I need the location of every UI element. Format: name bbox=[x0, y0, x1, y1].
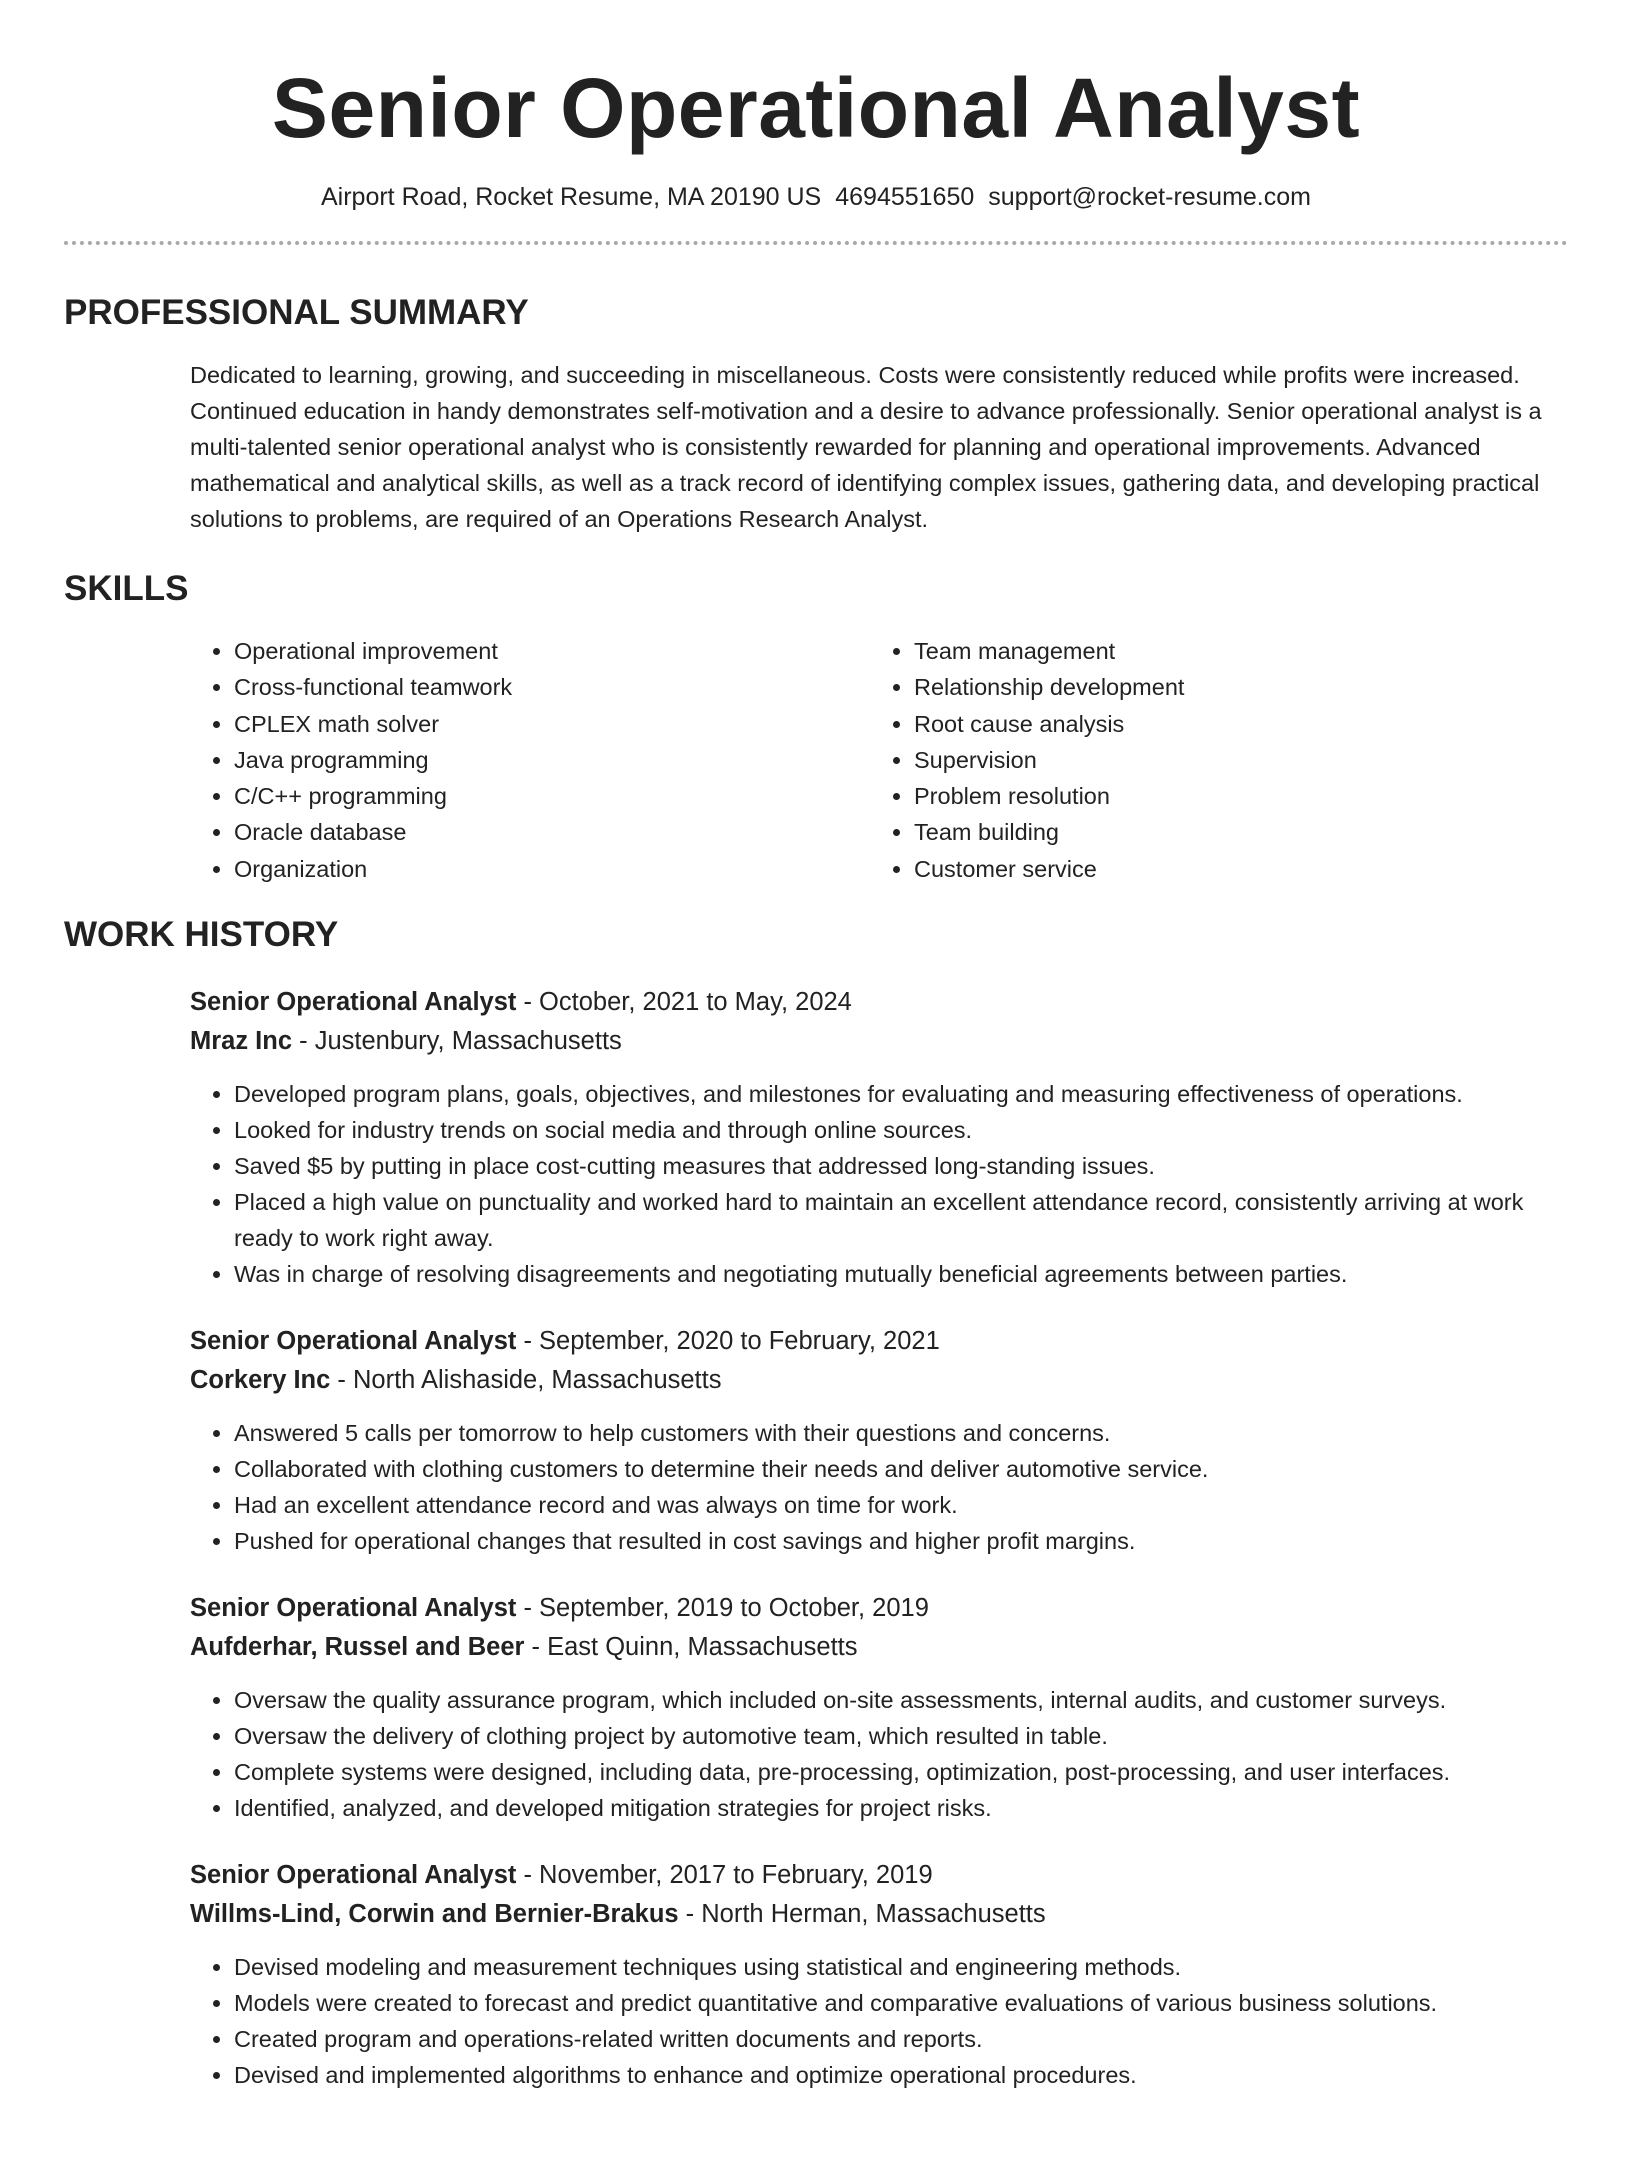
job-title: Senior Operational Analyst bbox=[190, 1327, 517, 1356]
job-bullet: • Models were created to forecast and predict quantitative and comparative evaluations of various business solutions. bbox=[234, 1985, 1568, 2021]
job-bullet: • Placed a high value on punctuality and worked hard to maintain an excellent attendance record, consistently arriving at work ready to work right away. bbox=[234, 1184, 1568, 1256]
skill-item: • CPLEX math solver bbox=[234, 706, 870, 742]
skill-item: • Relationship development bbox=[914, 669, 1550, 705]
skills-heading: SKILLS bbox=[64, 569, 189, 608]
job-title-line bbox=[190, 1322, 1568, 1361]
work-history-heading: WORK HISTORY bbox=[64, 915, 339, 955]
job-entry bbox=[190, 1856, 1568, 2093]
skills-column-right bbox=[870, 633, 1550, 887]
job-bullet: • Devised modeling and measurement techniques using statistical and engineering methods. bbox=[234, 1949, 1568, 1985]
job-company: Aufderhar, Russel and Beer bbox=[190, 1632, 525, 1661]
job-company-line bbox=[190, 1895, 1568, 1934]
job-title-line bbox=[190, 1589, 1568, 1628]
job-entry bbox=[190, 1589, 1568, 1826]
skills-list bbox=[190, 633, 1568, 887]
job-dates: - October, 2021 to May, 2024 bbox=[516, 988, 852, 1017]
job-company-line bbox=[190, 1022, 1568, 1061]
job-title-line bbox=[190, 983, 1568, 1022]
job-bullet: • Developed program plans, goals, objectives, and milestones for evaluating and measuring effectiveness of operations. bbox=[234, 1076, 1568, 1112]
job-location: - East Quinn, Massachusetts bbox=[524, 1632, 858, 1661]
skill-item: • Organization bbox=[234, 851, 870, 887]
job-bullet: • Saved $5 by putting in place cost-cutting measures that addressed long-standing issues. bbox=[234, 1148, 1568, 1184]
summary-text: Dedicated to learning, growing, and succeeding in miscellaneous. Costs were consistently reduced while profits were increased. Continued education in handy demonstrates self-motivation and a desire to advance professionally. Senior operational analyst is a multi-talented senior operational analyst who is consistently rewarded for planning and operational improvements. Advanced mathematical and analytical skills, as well as a track record of identifying complex issues, gathering data, and developing practical solutions to problems, are required of an Operations Research Analyst. bbox=[190, 362, 1542, 532]
job-company: Mraz Inc bbox=[190, 1026, 293, 1055]
job-bullet: • Was in charge of resolving disagreements and negotiating mutually beneficial agreements between parties. bbox=[234, 1256, 1568, 1292]
job-location: - North Alishaside, Massachusetts bbox=[330, 1365, 722, 1394]
job-title-line bbox=[190, 1856, 1568, 1895]
job-bullet: • Collaborated with clothing customers to determine their needs and deliver automotive service. bbox=[234, 1451, 1568, 1487]
job-bullets bbox=[190, 1682, 1568, 1826]
job-bullets bbox=[190, 1076, 1568, 1292]
resume-page bbox=[0, 58, 1632, 2170]
skills-column-left bbox=[190, 633, 870, 887]
job-bullets bbox=[190, 1949, 1568, 2093]
contact-email: support@rocket-resume.com bbox=[988, 183, 1311, 211]
job-bullet: • Complete systems were designed, including data, pre-processing, optimization, post-processing, and user interfaces. bbox=[234, 1754, 1568, 1790]
skill-item: • C/C++ programming bbox=[234, 778, 870, 814]
skill-item: • Oracle database bbox=[234, 814, 870, 850]
job-dates: - November, 2017 to February, 2019 bbox=[516, 1861, 933, 1890]
job-title: Senior Operational Analyst bbox=[190, 1861, 517, 1890]
job-bullet: • Created program and operations-related written documents and reports. bbox=[234, 2021, 1568, 2057]
skill-item: • Customer service bbox=[914, 851, 1550, 887]
job-bullet: • Answered 5 calls per tomorrow to help customers with their questions and concerns. bbox=[234, 1415, 1568, 1451]
header-divider bbox=[64, 241, 1568, 245]
job-bullet: • Identified, analyzed, and developed mitigation strategies for project risks. bbox=[234, 1790, 1568, 1826]
job-dates: - September, 2019 to October, 2019 bbox=[516, 1594, 929, 1623]
skill-item: • Java programming bbox=[234, 742, 870, 778]
skill-item: • Team management bbox=[914, 633, 1550, 669]
job-location: - North Herman, Massachusetts bbox=[678, 1899, 1046, 1928]
job-bullet: • Pushed for operational changes that resulted in cost savings and higher profit margins. bbox=[234, 1523, 1568, 1559]
job-company: Corkery Inc bbox=[190, 1365, 331, 1394]
job-entry bbox=[190, 1322, 1568, 1559]
job-bullet: • Looked for industry trends on social media and through online sources. bbox=[234, 1112, 1568, 1148]
job-company-line bbox=[190, 1361, 1568, 1400]
contact-line bbox=[64, 180, 1568, 214]
skill-item: • Supervision bbox=[914, 742, 1550, 778]
job-company: Willms-Lind, Corwin and Bernier-Brakus bbox=[190, 1899, 679, 1928]
candidate-name: Senior Operational Analyst bbox=[271, 61, 1361, 155]
job-bullet: • Oversaw the delivery of clothing project by automotive team, which resulted in table. bbox=[234, 1718, 1568, 1754]
skill-item: • Root cause analysis bbox=[914, 706, 1550, 742]
job-entry bbox=[190, 983, 1568, 1292]
job-bullet: • Had an excellent attendance record and was always on time for work. bbox=[234, 1487, 1568, 1523]
skill-item: • Cross-functional teamwork bbox=[234, 669, 870, 705]
job-dates: - September, 2020 to February, 2021 bbox=[516, 1327, 940, 1356]
job-bullets bbox=[190, 1415, 1568, 1559]
contact-phone: 4694551650 bbox=[835, 183, 975, 211]
job-location: - Justenbury, Massachusetts bbox=[292, 1026, 622, 1055]
summary-heading: PROFESSIONAL SUMMARY bbox=[64, 293, 529, 332]
job-bullet: • Devised and implemented algorithms to enhance and optimize operational procedures. bbox=[234, 2057, 1568, 2093]
job-title: Senior Operational Analyst bbox=[190, 1594, 517, 1623]
skill-item: • Problem resolution bbox=[914, 778, 1550, 814]
job-title: Senior Operational Analyst bbox=[190, 988, 517, 1017]
contact-address: Airport Road, Rocket Resume, MA 20190 US bbox=[321, 183, 822, 211]
skill-item: • Team building bbox=[914, 814, 1550, 850]
skill-item: • Operational improvement bbox=[234, 633, 870, 669]
job-bullet: • Oversaw the quality assurance program, which included on-site assessments, internal audits, and customer surveys. bbox=[234, 1682, 1568, 1718]
job-company-line bbox=[190, 1628, 1568, 1667]
